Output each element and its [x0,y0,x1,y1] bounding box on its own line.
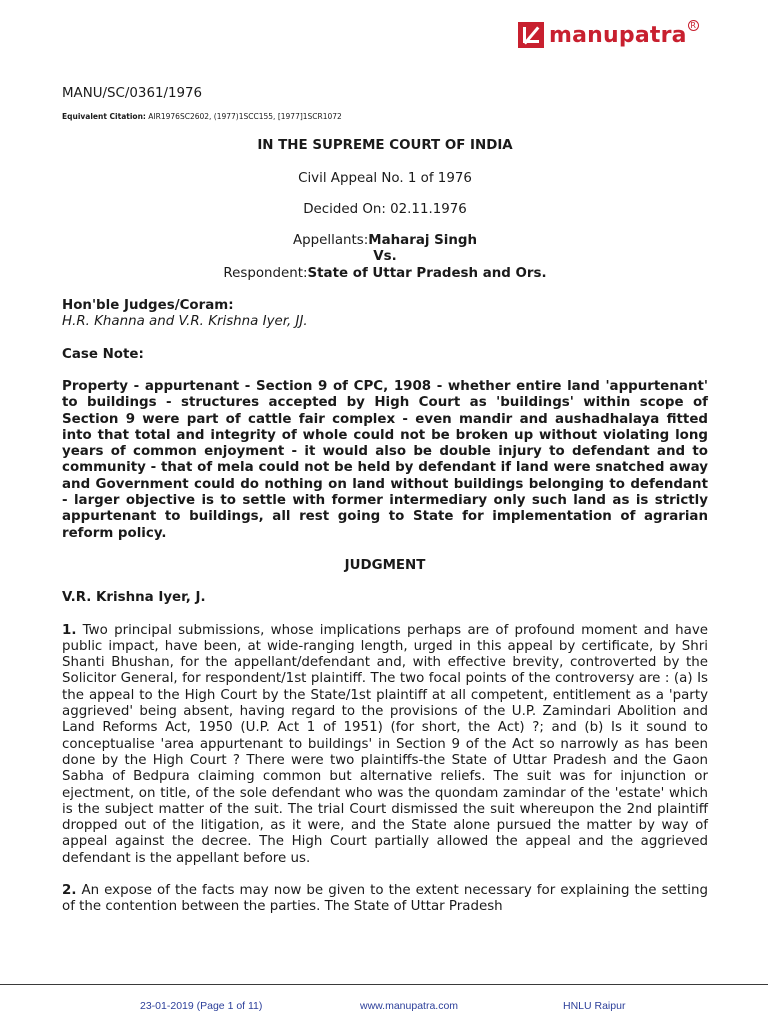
manupatra-logo-icon [518,22,544,48]
appellants-line [62,233,708,249]
judges-heading: Hon'ble Judges/Coram: [62,298,234,314]
footer-website-link[interactable]: www.manupatra.com [360,1000,459,1012]
case-note-heading: Case Note: [62,346,144,362]
judgment-heading: JUDGMENT [344,557,426,573]
appellants-label: Appellants: [293,233,369,249]
judgment-author: V.R. Krishna Iyer, J. [62,590,206,606]
equivalent-citation-value: AIR1976SC2602, (1977)1SCC155, [1977]1SCR1072 [145,112,342,122]
document-body [62,86,708,932]
respondent-name: State of Uttar Pradesh and Ors. [307,265,547,281]
respondent-label: Respondent: [223,265,308,281]
appellants-name: Maharaj Singh [368,233,477,249]
footer-divider [0,984,768,985]
decided-on: Decided On: 02.11.1976 [303,201,467,217]
equivalent-citation-label: Equivalent Citation: [62,112,146,122]
judges-names: H.R. Khanna and V.R. Krishna Iyer, JJ. [62,314,308,330]
equivalent-citation [62,112,708,122]
paragraph-text: Two principal submissions, whose implications perhaps are of profound moment and have public impact, have been, at wide-ranging length, urged in this appeal by certificate, by Shri Shanti Bhushan, for the appellant/defendant and, with effective brevity, controverted by the Solicitor General, for respondent/1st plaintiff. The two focal points of the controversy are : (a) Is the appeal to the High Court by the State/1st plaintiff at all competent, entitlement as a 'party aggrieved' being absent, having regard to the provisions of the U.P. Zamindari Abolition and Land Reforms Act, 1950 (U.P. Act 1 of 1951) (for short, the Act) ?; and (b) Is it sound to conceptualise 'area appurtenant to buildings' in Section 9 of the Act so narrowly as has been done by the High Court ? There were two plaintiffs-the State of Uttar Pradesh and the Gaon Sabha of Bedpura claiming common but alternative reliefs. The suit was for injunction or ejectment, on title, of the sole defendant who was the quondam zamindar of the 'estate' which is the subject matter of the suit. The trial Court dismissed the suit whereupon the 2nd plaintiff dropped out of the litigation, as it were, and the State alone pursued the matter by way of appeal against the decree. The High Court partially allowed the appeal and the aggrieved defendant is the appellant before us. [62,622,708,866]
versus: Vs. [373,249,397,265]
brand-name: manupatra [549,22,687,48]
footer-date-page: 23-01-2019 (Page 1 of 11) [140,1000,263,1012]
paragraph-text: An expose of the facts may now be given to the extent necessary for explaining the setting of the contention between the parties. The State of Uttar Pradesh [62,882,708,915]
paragraph-number: 2. [62,882,77,898]
appeal-number: Civil Appeal No. 1 of 1976 [298,170,472,186]
footer-institution: HNLU Raipur [563,1000,626,1012]
respondent-line [62,266,708,282]
paragraph-2 [62,883,708,916]
parties-block [62,233,708,282]
paragraph-number: 1. [62,622,77,638]
manupatra-logo [518,22,699,48]
paragraph-1 [62,623,708,867]
registered-mark: R [688,20,699,31]
court-name: IN THE SUPREME COURT OF INDIA [257,138,513,154]
citation-id: MANU/SC/0361/1976 [62,86,203,101]
case-note-text: Property - appurtenant - Section 9 of CPC, 1908 - whether entire land 'appurtenant' to buildings - structures accepted by High Court as 'buildings' within scope of Section 9 were part of cattle fair complex - even mandir and aushadhalaya fitted into that total and integrity of whole could not be broken up without violating long years of common enjoyment - it would also be double injury to defendant and to community - that of mela could not be held by defendant if land were snatched away and Government could do nothing on land without buildings belonging to defendant - larger objective is to settle with former intermediary only such land as is strictly appurtenant to buildings, all rest going to State for implementation of agrarian reform policy. [62,378,708,541]
